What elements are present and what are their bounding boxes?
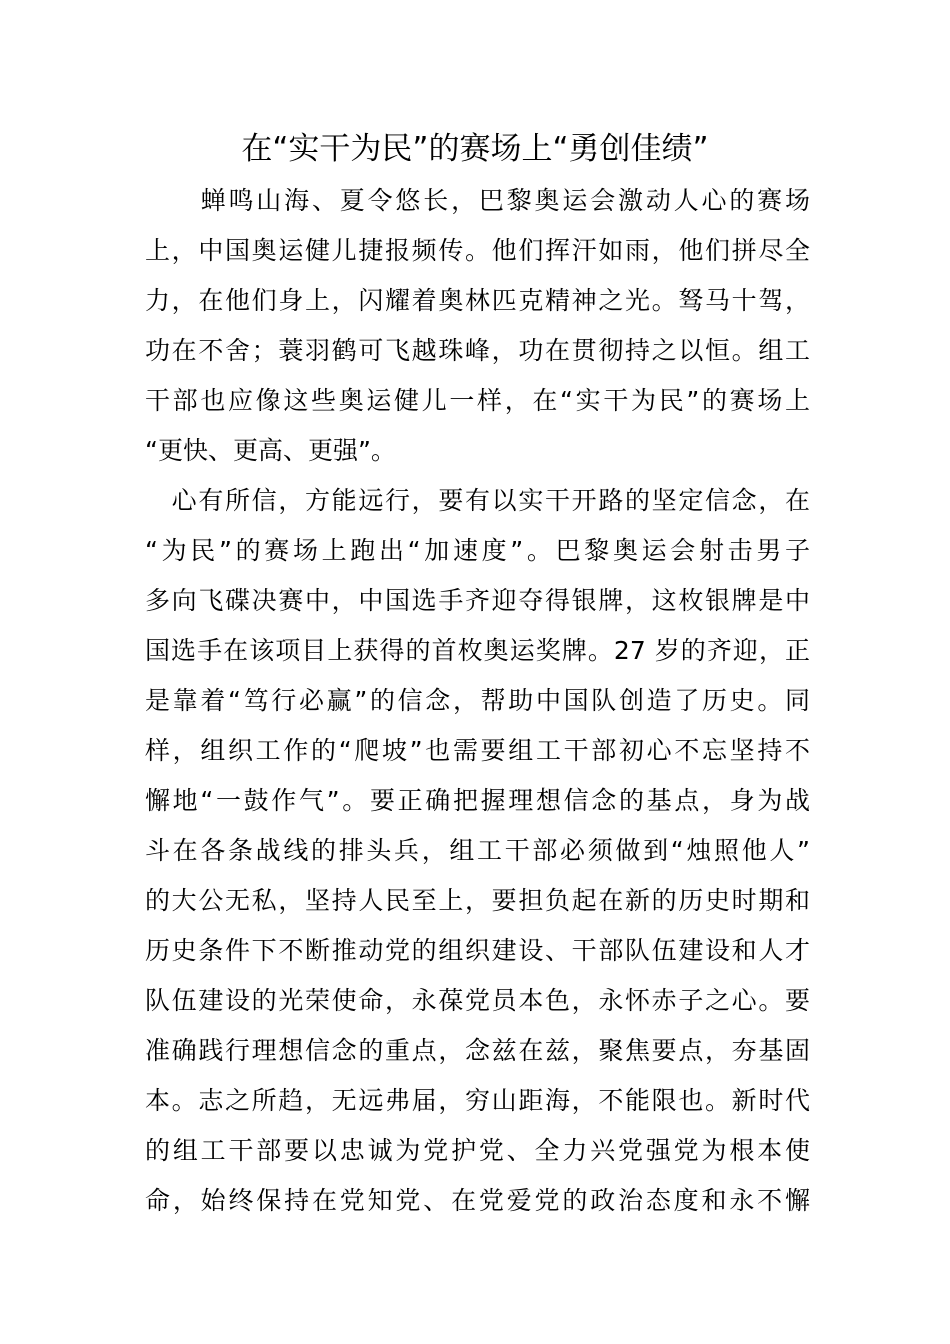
- text-line: 蝉鸣山海、夏令悠长，巴黎奥运会激动人心的赛场: [145, 186, 810, 215]
- text-line: 的组工干部要以忠诚为党护党、全力兴党强党为根本使: [145, 1136, 810, 1165]
- text-line: 是靠着“笃行必赢”的信念，帮助中国队创造了历史。同: [145, 686, 810, 715]
- text-line: “为民”的赛场上跑出“加速度”。巴黎奥运会射击男子: [145, 536, 810, 565]
- text-line: 准确践行理想信念的重点，念兹在兹，聚焦要点，夯基固: [145, 1036, 810, 1065]
- text-line: 功在不舍；蓑羽鹤可飞越珠峰，功在贯彻持之以恒。组工: [145, 336, 810, 365]
- text-line: 样，组织工作的“爬坡”也需要组工干部初心不忘坚持不: [145, 736, 810, 765]
- text-line: 历史条件下不断推动党的组织建设、干部队伍建设和人才: [145, 936, 810, 965]
- text-line: “更快、更高、更强”。: [145, 436, 396, 465]
- text-line: 队伍建设的光荣使命，永葆党员本色，永怀赤子之心。要: [145, 986, 810, 1015]
- text-line: 干部也应像这些奥运健儿一样，在“实干为民”的赛场上: [145, 386, 810, 415]
- text-line: 命，始终保持在党知党、在党爱党的政治态度和永不懈: [145, 1186, 810, 1215]
- text-line: 多向飞碟决赛中，中国选手齐迎夺得银牌，这枚银牌是中: [145, 586, 810, 615]
- text-line: 懈地“一鼓作气”。要正确把握理想信念的基点，身为战: [145, 786, 810, 815]
- text-line: 上，中国奥运健儿捷报频传。他们挥汗如雨，他们拼尽全: [145, 236, 810, 265]
- text-line: 国选手在该项目上获得的首枚奥运奖牌。27 岁的齐迎，正: [145, 636, 810, 665]
- text-line: 的大公无私，坚持人民至上，要担负起在新的历史时期和: [145, 886, 810, 915]
- text-line: 本。志之所趋，无远弗届，穷山距海，不能限也。新时代: [145, 1086, 810, 1115]
- text-line: 力，在他们身上，闪耀着奥林匹克精神之光。驽马十驾，: [145, 286, 810, 315]
- document-title: 在“实干为民”的赛场上“勇创佳绩”: [241, 131, 709, 167]
- text-line: 心有所信，方能远行，要有以实干开路的坚定信念，在: [145, 486, 810, 515]
- text-line: 斗在各条战线的排头兵，组工干部必须做到“烛照他人”: [145, 836, 810, 865]
